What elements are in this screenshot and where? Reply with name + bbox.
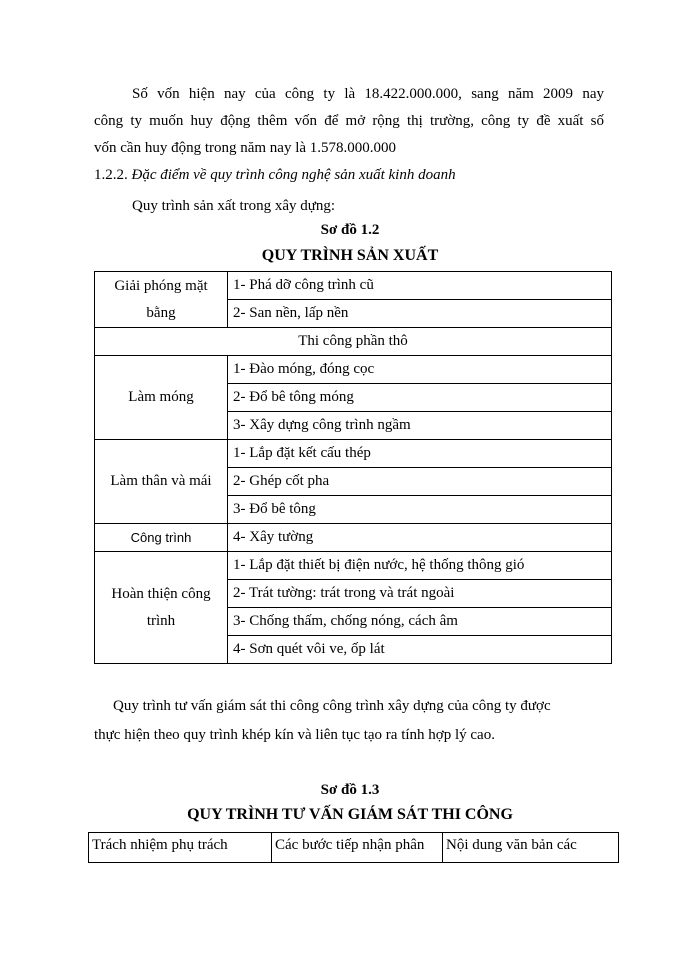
table-row [95,552,612,580]
table-row [95,356,612,384]
diagram-1-3-title: QUY TRÌNH TƯ VẤN GIÁM SÁT THI CÔNG [187,806,513,823]
header-responsibility: Trách nhiệm phụ trách [89,833,272,863]
step-cell: 4- Xây tường [228,524,612,552]
step-cell: 1- Đào móng, đóng cọc [228,356,612,384]
diagram-1-2-title: QUY TRÌNH SẢN XUẤT [261,247,439,264]
step-cell: 3- Chống thấm, chống nóng, cách âm [228,608,612,636]
table-row [95,524,612,552]
step-cell: 4- Sơn quét vôi ve, ốp lát [228,636,612,664]
step-cell: 1- Lắp đặt thiết bị điện nước, hệ thống thông gió [228,552,612,580]
table-header-row [89,833,619,863]
table-row [95,440,612,468]
section-title: Đặc điểm về quy trình công nghệ sản xuất kinh doanh [131,167,456,183]
supervision-process-table [88,832,619,863]
diagram-1-2-label: Sơ đồ 1.2 [320,222,380,238]
intro-line-3: vốn cần huy động trong năm nay là 1.578.000.000 [94,140,397,156]
table-row [95,328,612,356]
step-cell: 3- Xây dựng công trình ngầm [228,412,612,440]
header-document-content: Nội dung văn bản các [443,833,619,863]
group-construction-work: Công trình [95,524,228,552]
step-cell: 2- San nền, lấp nền [228,300,612,328]
process-intro: Quy trình sản xất trong xây dựng: [132,198,336,214]
header-steps: Các bước tiếp nhận phân [272,833,443,863]
group-site-clearance: Giải phóng mặt bằng [95,272,228,328]
group-finishing: Hoàn thiện công trình [95,552,228,664]
supervision-line-1: Quy trình tư vấn giám sát thi công công trình xây dựng của công ty được [113,698,551,714]
table-row [95,272,612,300]
supervision-line-2: thực hiện theo quy trình khép kín và liên tục tạo ra tính hợp lý cao. [94,727,495,743]
step-cell: 2- Đổ bê tông móng [228,384,612,412]
rough-construction-row: Thi công phần thô [95,328,612,356]
group-body-roof: Làm thân và mái [95,440,228,524]
step-cell: 2- Ghép cốt pha [228,468,612,496]
step-cell: 3- Đổ bê tông [228,496,612,524]
diagram-1-3-label: Sơ đồ 1.3 [320,782,380,798]
section-heading [94,161,456,189]
intro-line-2: công ty muốn huy động thêm vốn để mở rộng thị trường, công ty đề xuất số [94,113,604,129]
step-cell: 1- Phá dỡ công trình cũ [228,272,612,300]
group-foundation: Làm móng [95,356,228,440]
step-cell: 1- Lắp đặt kết cấu thép [228,440,612,468]
section-number: 1.2.2. [94,167,128,183]
step-cell: 2- Trát tường: trát trong và trát ngoài [228,580,612,608]
production-process-table [94,271,612,664]
intro-line-1: Số vốn hiện nay của công ty là 18.422.000.000, sang năm 2009 nay [132,86,604,102]
